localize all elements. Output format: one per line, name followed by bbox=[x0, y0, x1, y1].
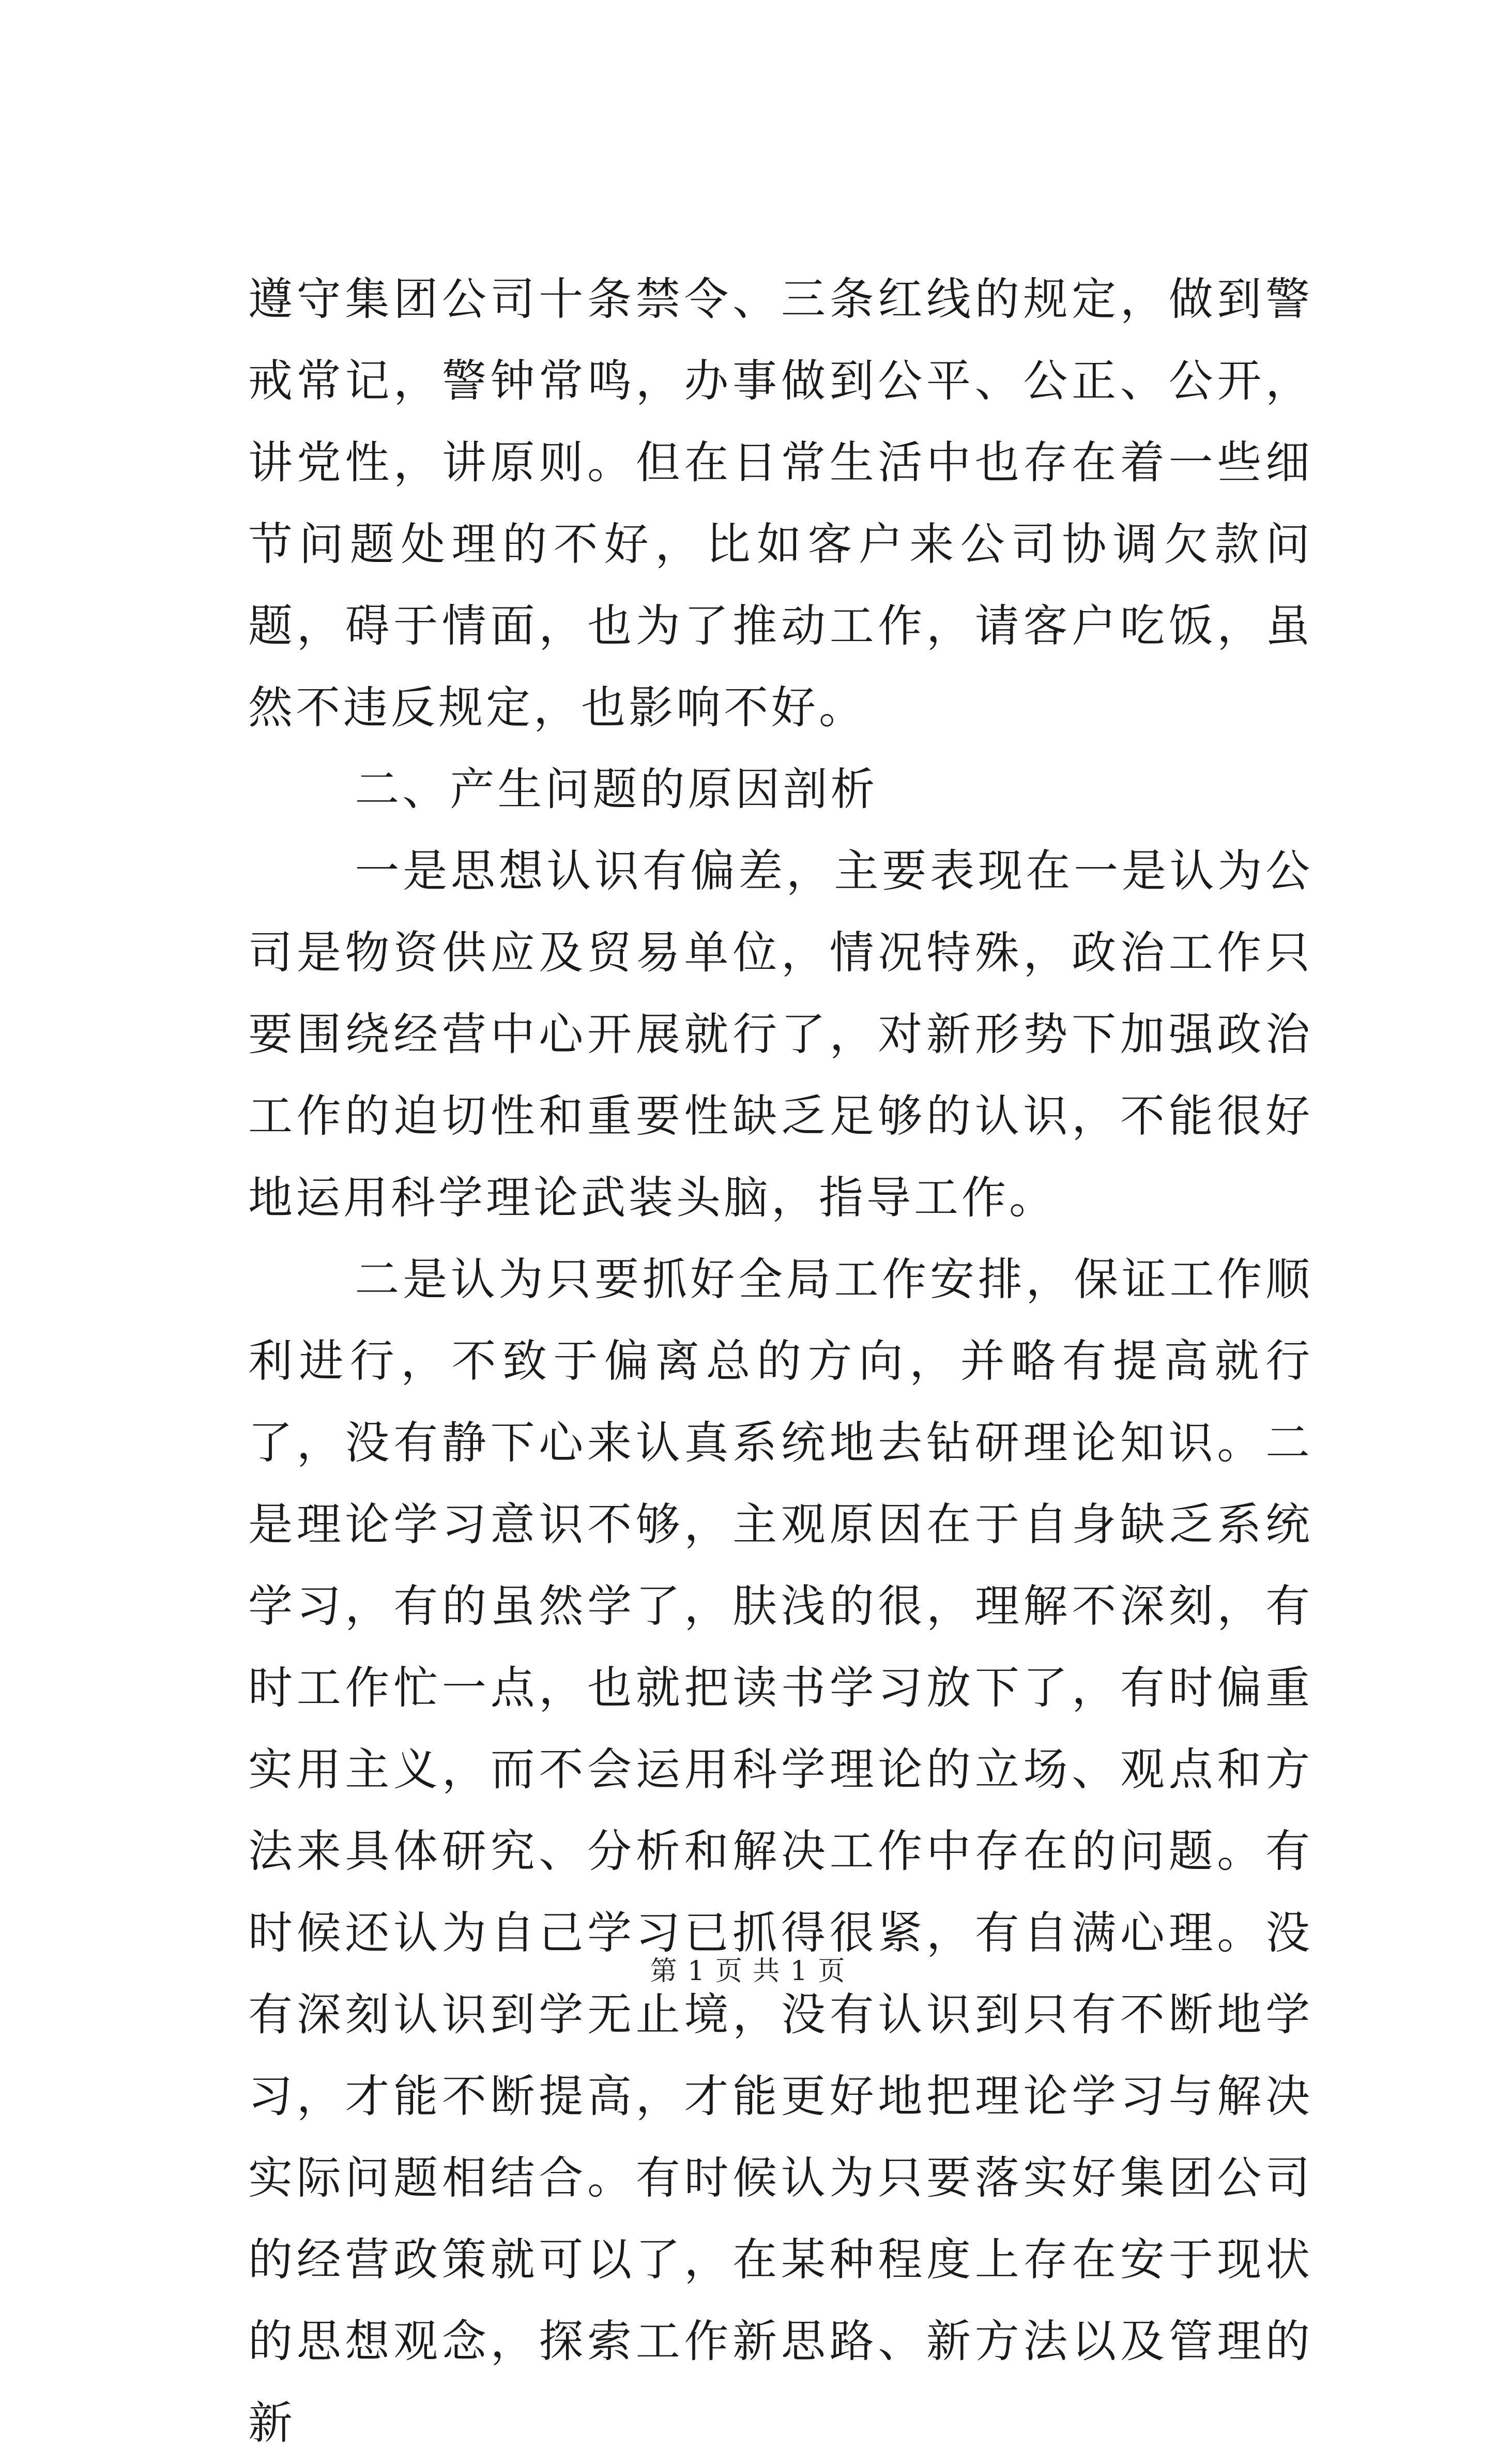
paragraph-cause-one: 一是思想认识有偏差，主要表现在一是认为公司是物资供应及贸易单位，情况特殊，政治工作只要围绕经营中心开展就行了，对新形势下加强政治工作的迫切性和重要性缺乏足够的认识，不能很好地运用科学理论武装头脑，指导工作。 bbox=[248, 845, 1313, 1224]
page-number-footer: 第 1 页 共 1 页 bbox=[650, 1956, 846, 1987]
document-body bbox=[248, 258, 1313, 2464]
paragraph-cause-two: 二是认为只要抓好全局工作安排，保证工作顺利进行，不致于偏离总的方向，并略有提高就行了，没有静下心来认真系统地去钻研理论知识。二是理论学习意识不够，主观原因在于自身缺乏系统学习，有的虽然学了，肤浅的很，理解不深刻，有时工作忙一点，也就把读书学习放下了，有时偏重实用主义，而不会运用科学理论的立场、观点和方法来具体研究、分析和解决工作中存在的问题。有时候还认为自己学习已抓得很紧，有自满心理。没有深刻认识到学无止境，没有认识到只有不断地学习，才能不断提高，才能更好地把理论学习与解决实际问题相结合。有时候认为只要落实好集团公司的经营政策就可以了，在某种程度上存在安于现状的思想观念，探索工作新思路、新方法以及管理的新 bbox=[248, 1254, 1313, 2449]
section-heading-causes: 二、产生问题的原因剖析 bbox=[355, 764, 878, 815]
paragraph-conduct: 遵守集团公司十条禁令、三条红线的规定，做到警戒常记，警钟常鸣，办事做到公平、公正、公开，讲党性，讲原则。但在日常生活中也存在着一些细节问题处理的不好，比如客户来公司协调欠款问题，碍于情面，也为了推动工作，请客户吃饭，虽然不违反规定，也影响不好。 bbox=[248, 273, 1313, 734]
